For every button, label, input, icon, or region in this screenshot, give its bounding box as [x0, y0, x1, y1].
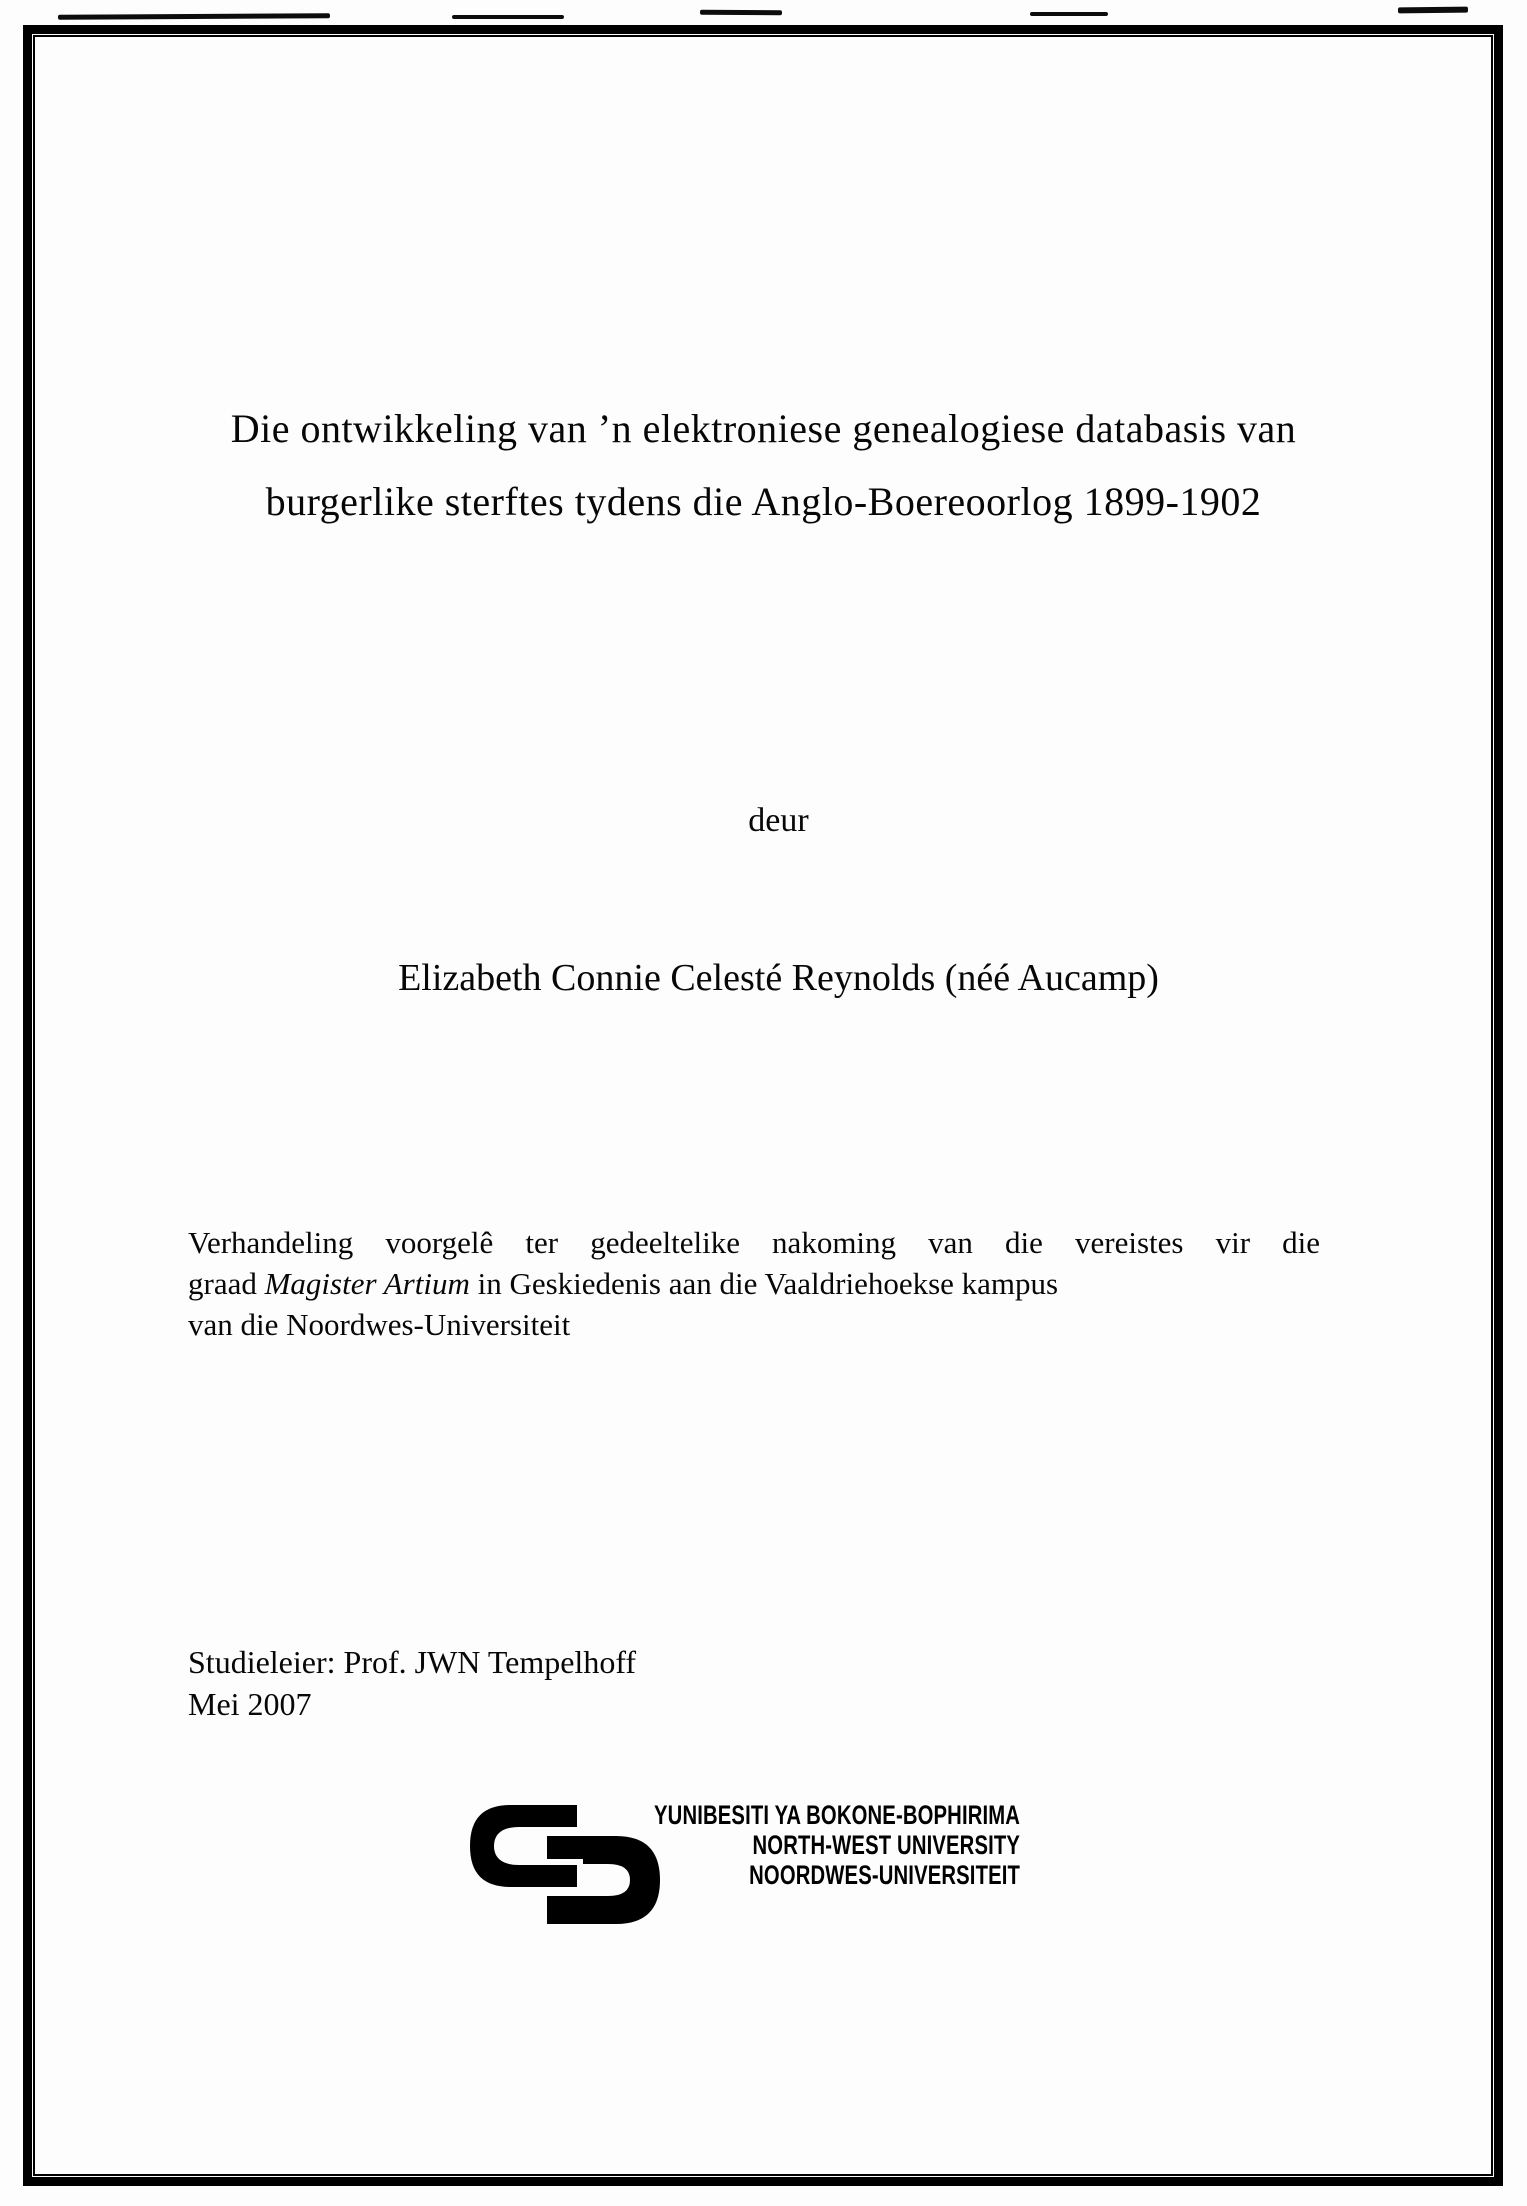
scan-artifact	[58, 13, 330, 19]
degree-title-italic: Magister Artium	[264, 1266, 470, 1301]
university-name-afrikaans: NOORDWES-UNIVERSITEIT	[749, 1860, 1020, 1890]
university-name-english: NORTH-WEST UNIVERSITY	[752, 1830, 1020, 1860]
thesis-title-line2: burgerlike sterftes tydens die Anglo-Boereoorlog 1899-1902	[265, 479, 1262, 524]
author-name: Elizabeth Connie Celesté Reynolds (néé Aucamp)	[398, 957, 1159, 999]
byline-label: deur	[748, 802, 809, 839]
date-line: Mei 2007	[188, 1686, 312, 1722]
degree-statement	[188, 1222, 1320, 1345]
scan-artifact	[452, 15, 564, 19]
university-name-setswana: YUNIBESITI YA BOKONE-BOPHIRIMA	[653, 1800, 1020, 1830]
supervisor-line: Studieleier: Prof. JWN Tempelhoff	[188, 1644, 637, 1680]
degree-statement-line3: van die Noordwes-Universiteit	[188, 1307, 571, 1342]
degree-statement-line2	[188, 1263, 1320, 1304]
supervisor-date-block	[188, 1641, 636, 1725]
degree-statement-line2-suffix: in Geskiedenis aan die Vaaldriehoekse kampus	[469, 1266, 1059, 1301]
degree-statement-line2-prefix: graad	[188, 1266, 265, 1301]
scan-artifact	[1398, 7, 1468, 14]
thesis-title-line1: Die ontwikkeling van ’n elektroniese genealogiese databasis van	[230, 406, 1297, 451]
nwu-interlocked-links-icon	[467, 1802, 660, 1928]
degree-statement-line1: Verhandeling voorgelê ter gedeeltelike nakoming van die vereistes vir die	[188, 1225, 1320, 1260]
university-wordmark	[654, 1800, 1020, 1890]
scan-artifact	[700, 10, 782, 16]
thesis-title	[0, 392, 1527, 538]
scan-artifact	[1030, 12, 1108, 16]
